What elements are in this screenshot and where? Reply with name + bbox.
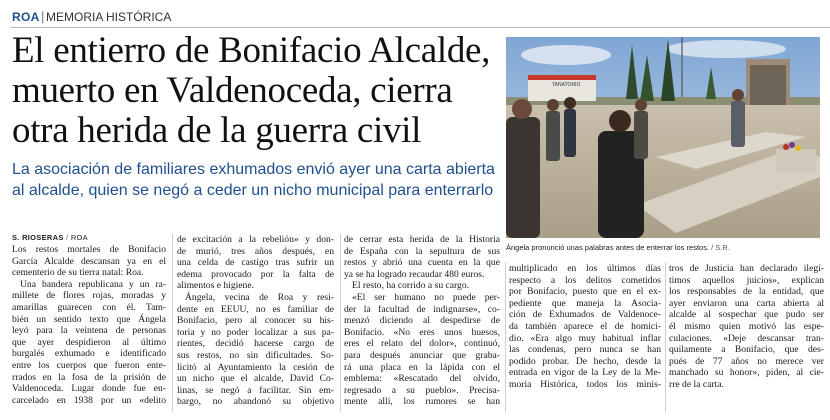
article-line: de murió, tres años después, en xyxy=(177,245,334,257)
article-line: un nicho que el alcalde, David Co- xyxy=(177,373,334,385)
article-line: ayer enviaron una carta abierta al xyxy=(669,297,824,309)
article-line: cementerio de su tierra natal: Roa. xyxy=(12,267,144,279)
byline xyxy=(12,233,88,242)
photo-illustration xyxy=(506,37,820,238)
headline-line: El entierro de Bonifacio Alcalde, xyxy=(12,30,491,71)
article-line: millete de flores rojas, moradas y xyxy=(12,290,166,302)
article-line: Ángela, vecina de Roa y resi- xyxy=(185,291,334,303)
section-separator: | xyxy=(41,9,45,24)
article-line: Valdenoceda. Lugar donde fue en- xyxy=(12,383,166,395)
article-line: Una bandera republicana y un ra- xyxy=(20,278,166,290)
column-divider xyxy=(340,234,341,412)
article-line: Bonifacio. «No eres unos huesos, xyxy=(344,326,500,338)
article-line: rre de la carta. xyxy=(669,378,724,390)
article-line: de España con la sepultura de sus xyxy=(344,245,500,257)
article-line: edema provocado por la falta de xyxy=(177,268,334,280)
article-line: García Alcalde descansan ya en el xyxy=(12,255,166,267)
article-line: da también aparece el de homici- xyxy=(509,320,661,332)
article-line: una celda de castigo tras sufrir un xyxy=(177,257,334,269)
photo-credit: / S.R. xyxy=(711,243,730,252)
caption-text: Ángela pronunció unas palabras antes de enterrar los restos. xyxy=(506,243,710,252)
article-line: por Bonifacio, puesto que en el ex- xyxy=(509,286,661,298)
body-column-2 xyxy=(177,234,334,420)
article-line: bién un sentido texto que Ángela xyxy=(12,313,166,325)
section-header xyxy=(10,8,830,28)
article-line: toria y no poder localizar a sus pa- xyxy=(177,326,334,338)
subtitle-line: La asociación de familiares exhumados envió ayer una carta abierta xyxy=(12,161,495,178)
section-name: ROA xyxy=(12,10,40,24)
article-line: burgalés exhumado e identificado xyxy=(12,348,166,360)
column-divider xyxy=(665,262,666,412)
article-line: alimentos e higiene. xyxy=(177,280,254,292)
article-line: mente allí, los rumores se han xyxy=(344,396,500,408)
article-line: moria Histórica, todos los minis- xyxy=(509,378,661,390)
sign-text: TANATORIO xyxy=(552,82,581,88)
article-line: ya se ha logrado recaudar 480 euros. xyxy=(344,268,485,280)
article-line: amarillas guarecen con él. Tam- xyxy=(12,301,166,313)
body-column-5 xyxy=(669,263,824,420)
article-line: quilamente a Bonifacio, que des- xyxy=(669,344,824,356)
byline-location: ROA xyxy=(70,233,88,242)
article-line: carcelado en 1938 por un «delito xyxy=(12,394,166,406)
headline-line: muerto en Valdenoceda, cierra xyxy=(12,70,453,111)
column-divider xyxy=(172,234,173,412)
article-line: Los restos mortales de Bonifacio xyxy=(12,244,166,255)
article-line: alcalde al sospechar que pudo ser xyxy=(669,309,824,321)
article-line: Bonifacio, pero al conocer su his- xyxy=(177,315,334,327)
article-line: de excitación a la rebelión» y don- xyxy=(177,234,334,245)
article-line: sus restos, no sin dificultades. So- xyxy=(177,349,334,361)
subtitle xyxy=(12,159,502,201)
article-line: bargo, no abandonó su objetivo xyxy=(177,396,334,408)
article-line: licitó al Ayuntamiento la cesión de xyxy=(177,361,334,373)
subtitle-line: al alcalde, quien se negó a ceder un nicho municipal para enterrarlo xyxy=(12,182,494,199)
article-line: las condenas, pero nunca se han xyxy=(509,344,661,356)
article-line: culaciones. «Deje descansar tran- xyxy=(669,332,824,344)
article-line: tros de Justicia han declarado ilegí- xyxy=(669,263,824,274)
article-line: entre los cuerpos que fueron ente- xyxy=(12,359,166,371)
article-line: dio. «Era algo muy habitual inflar xyxy=(509,332,661,344)
photo-caption xyxy=(506,243,826,252)
article-line: linas, se negó a facilitar. Sin em- xyxy=(177,384,334,396)
article-line: entrada en vigor de la Ley de la Me- xyxy=(509,367,661,379)
article-line: menzó diciendo al despedirse de xyxy=(344,315,500,327)
article-line: para después anunciar que graba- xyxy=(344,349,500,361)
article-line: rrados en la fosa de la prisión de xyxy=(12,371,166,383)
article-line: rá una placa en la lápida con el xyxy=(344,361,500,373)
article-line: ción de Exhumados de Valdenoce- xyxy=(509,309,661,321)
headline-line: otra herida de la guerra civil xyxy=(12,110,422,151)
article-line: El resto, ha corrido a su cargo. xyxy=(352,280,470,292)
article-line: él mismo quien motivó las espe- xyxy=(669,320,824,332)
article-line: timos aquellos juicios», explican xyxy=(669,274,824,286)
article-photo xyxy=(506,37,820,238)
article-line: eres el relato del dolor», continuó, xyxy=(344,338,500,350)
article-line: pués de 77 años no merece ver xyxy=(669,355,824,367)
article-line: los responsables de la entidad, que xyxy=(669,286,824,298)
body-column-4 xyxy=(509,263,661,420)
body-column-1 xyxy=(12,244,166,420)
section-topic: MEMORIA HISTÓRICA xyxy=(46,10,172,24)
column-divider xyxy=(505,262,506,412)
article-line: emblema: «Rescatado del olvido, xyxy=(344,373,500,385)
article-line: restos y abrió una cuenta en la que xyxy=(344,257,500,269)
article-line: leyó para la veintena de personas xyxy=(12,325,166,337)
article-line: regresado a su pueblo». Precisa- xyxy=(344,384,500,396)
article-line: manchado su honor», piden, al cie- xyxy=(669,367,824,379)
article-line: «El ser humano no puede per- xyxy=(352,291,500,303)
headline xyxy=(12,31,502,151)
article-line: que ayer despidieron al último xyxy=(12,336,166,348)
article-line: de cerrar esta herida de la Historia xyxy=(344,234,500,245)
article-line: respecto a los delitos cometidos xyxy=(509,274,661,286)
article-line: der la facultad de indignarse», co- xyxy=(344,303,500,315)
article-line: rientes, decidió hacerse cargo de xyxy=(177,338,334,350)
article-line: multiplicado en los últimos días xyxy=(509,263,661,274)
article-line: dente en EEUU, no es familiar de xyxy=(177,303,334,315)
article-line: pediente que maneja la Asocia- xyxy=(509,297,661,309)
byline-author: S. RIOSERAS xyxy=(12,233,64,242)
byline-separator: / xyxy=(66,233,69,242)
body-column-3 xyxy=(344,234,500,420)
article-line: podido probar. De hecho, desde la xyxy=(509,355,661,367)
